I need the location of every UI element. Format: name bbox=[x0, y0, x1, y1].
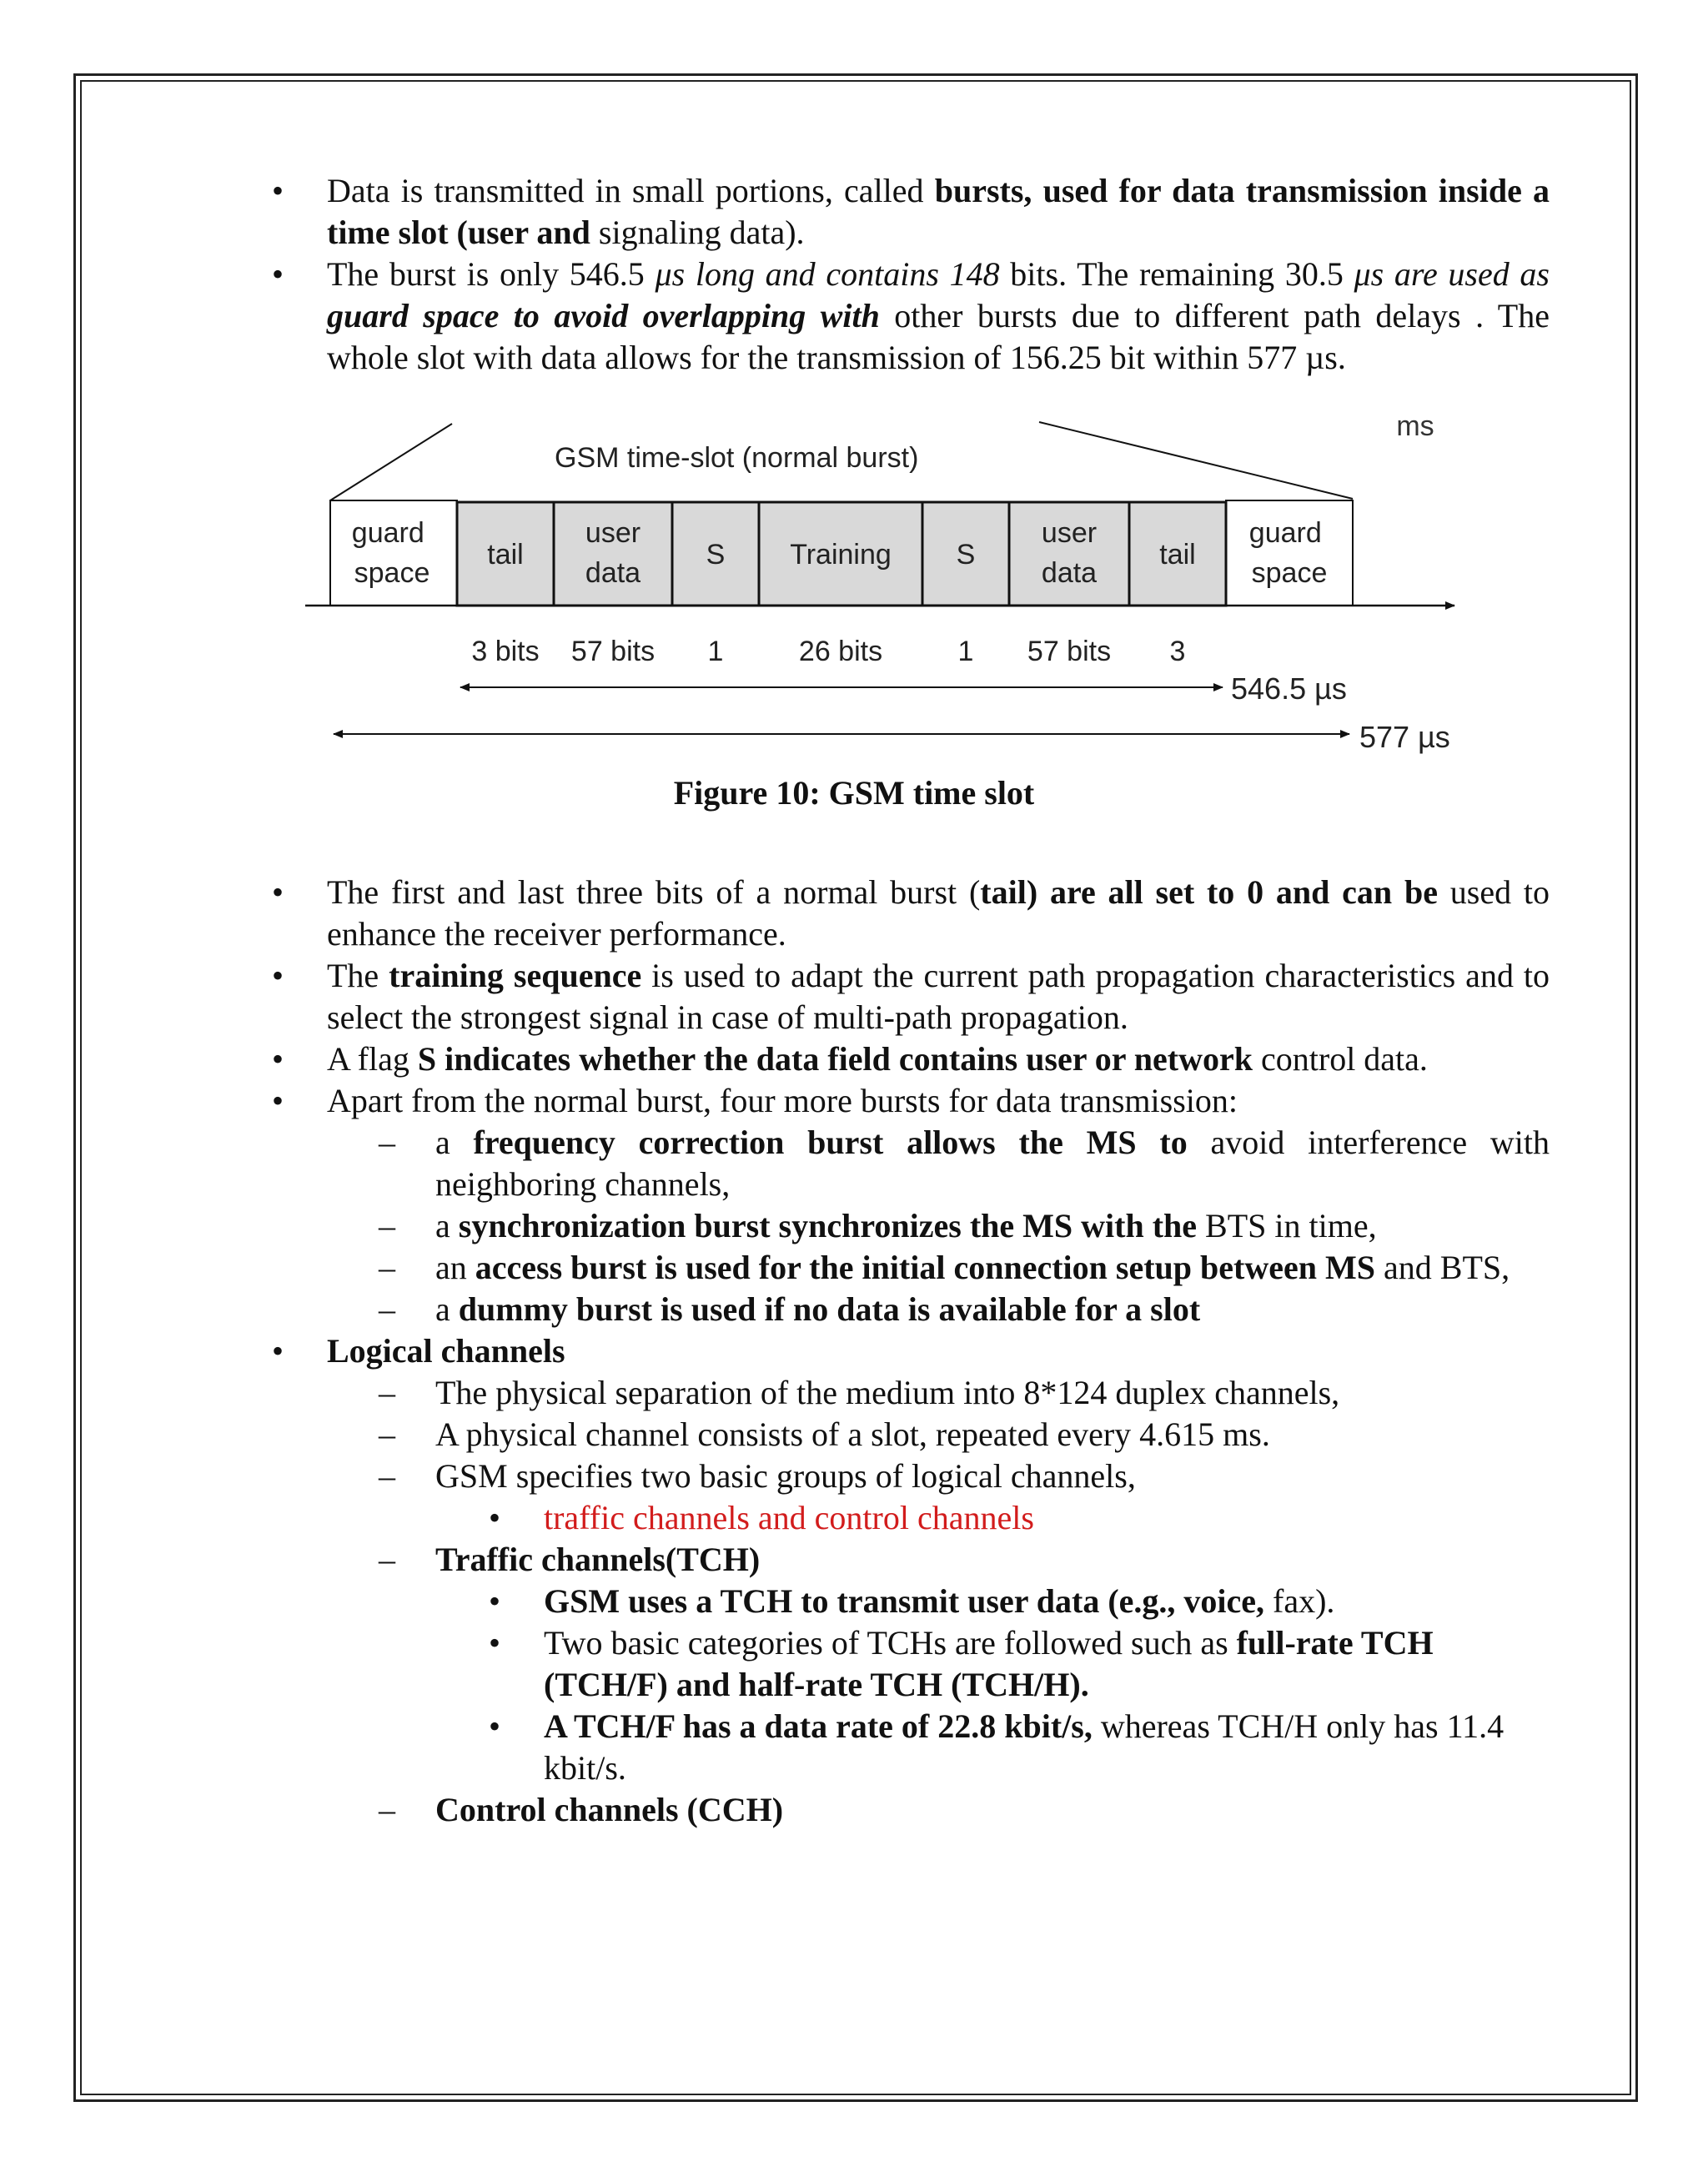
dash-marker: – bbox=[379, 1541, 395, 1578]
list-item: • The training sequence is used to adapt the current path propagation characteristics and to select the strongest signal in case of multi-path propagation. bbox=[272, 957, 1550, 1036]
bullet-marker: • bbox=[272, 255, 284, 293]
list-item: – GSM specifies two basic groups of logical channels, bbox=[0, 1456, 1708, 1497]
list-item: – The physical separation of the medium into 8*124 duplex channels, bbox=[0, 1372, 1708, 1414]
list-item: • Two basic categories of TCHs are followed such as full-rate TCH (TCH/F) and half-rate TCH (TCH/H). bbox=[489, 1624, 1434, 1703]
diagram-title: GSM time-slot (normal burst) bbox=[555, 442, 919, 474]
highlighted-text: traffic channels and control channels bbox=[544, 1499, 1034, 1536]
bullet-marker: • bbox=[489, 1707, 501, 1745]
dash-marker: – bbox=[379, 1415, 395, 1453]
list-item: – a dummy burst is used if no data is available for a slot bbox=[0, 1289, 1708, 1330]
bullet-marker: • bbox=[489, 1582, 501, 1620]
zoom-line-right bbox=[1039, 422, 1353, 499]
burst-field-label: S bbox=[956, 539, 976, 571]
dash-marker: – bbox=[379, 1290, 395, 1328]
dash-marker: – bbox=[379, 1124, 395, 1161]
list-item: • The first and last three bits of a normal burst (tail) are all set to 0 and can be used to enhance the receiver performance. bbox=[272, 873, 1550, 953]
burst-field-label: Training bbox=[790, 539, 892, 571]
dash-marker: – bbox=[379, 1374, 395, 1411]
bullet-marker: • bbox=[272, 1332, 284, 1370]
list-item: – an access burst is used for the initial connection setup between MS and BTS, bbox=[0, 1247, 1708, 1289]
burst-duration-label: 546.5 µs bbox=[1231, 671, 1347, 706]
bullet-marker: • bbox=[489, 1624, 501, 1662]
guard-space-right-label: guard space bbox=[1248, 517, 1328, 589]
body-bullet-list bbox=[0, 872, 1708, 1831]
bullet-marker: • bbox=[272, 1040, 284, 1078]
guard-space-left bbox=[330, 500, 457, 606]
list-item: • Apart from the normal burst, four more bursts for data transmission: bbox=[0, 1080, 1708, 1122]
dash-marker: – bbox=[379, 1457, 395, 1495]
figure-caption: Figure 10: GSM time slot bbox=[673, 774, 1035, 812]
list-item: – a synchronization burst synchronizes the MS with the BTS in time, bbox=[0, 1205, 1708, 1247]
list-item bbox=[0, 1330, 1708, 1372]
burst-field-bit-count: 3 bbox=[1169, 636, 1186, 667]
list-item: • Data is transmitted in small portions, called bursts, used for data transmission inside a time slot (user and signaling data). bbox=[272, 172, 1550, 251]
burst-field-bit-count: 1 bbox=[957, 636, 974, 667]
burst-field-bit-count: 3 bits bbox=[471, 636, 540, 667]
dash-marker: – bbox=[379, 1249, 395, 1286]
burst-fields bbox=[457, 502, 1226, 606]
bullet-marker: • bbox=[489, 1499, 501, 1536]
list-item: • A TCH/F has a data rate of 22.8 kbit/s, whereas TCH/H only has 11.4 kbit/s. bbox=[489, 1707, 1505, 1787]
slot-duration-label: 577 µs bbox=[1359, 720, 1450, 754]
gsm-timeslot-diagram bbox=[0, 0, 1708, 784]
burst-field-bit-count: 57 bits bbox=[1027, 636, 1112, 667]
guard-space-right bbox=[1226, 500, 1353, 606]
list-item: • A flag S indicates whether the data field contains user or network control data. bbox=[0, 1038, 1708, 1080]
list-item bbox=[0, 1497, 1708, 1539]
section-heading: Logical channels bbox=[327, 1332, 565, 1370]
burst-field-label: S bbox=[706, 539, 726, 571]
list-item: – a frequency correction burst allows the MS to avoid interference with neighboring channels, bbox=[379, 1124, 1550, 1203]
list-item: – Control channels (CCH) bbox=[0, 1789, 1708, 1831]
list-item: – A physical channel consists of a slot, repeated every 4.615 ms. bbox=[0, 1414, 1708, 1456]
burst-field-bit-count: 1 bbox=[707, 636, 724, 667]
corner-unit-label: ms bbox=[1396, 410, 1434, 442]
zoom-line-left bbox=[330, 424, 452, 500]
burst-field-label: tail bbox=[1159, 539, 1196, 571]
bullet-marker: • bbox=[272, 1082, 284, 1119]
burst-field-label: user data bbox=[585, 517, 641, 589]
bullet-marker: • bbox=[272, 957, 284, 994]
body-section bbox=[0, 872, 1708, 1831]
bullet-marker: • bbox=[272, 172, 284, 209]
burst-field-label: user data bbox=[1041, 517, 1098, 589]
burst-field-bit-count: 26 bits bbox=[798, 636, 883, 667]
burst-field-label: tail bbox=[487, 539, 524, 571]
guard-space-left-label: guard space bbox=[351, 517, 430, 589]
list-item: • The burst is only 546.5 μs long and contains 148 bits. The remaining 30.5 μs are used as guard space to avoid overlapping with other bursts due to different path delays . The whole slot with data allows for the transmission of 156.25 bit within 577 µs. bbox=[272, 255, 1550, 376]
dash-marker: – bbox=[379, 1791, 395, 1828]
list-item: – Traffic channels(TCH) bbox=[0, 1539, 1708, 1581]
list-item: • GSM uses a TCH to transmit user data (e.g., voice, fax). bbox=[0, 1581, 1708, 1622]
burst-bit-counts bbox=[471, 636, 1185, 667]
bullet-marker: • bbox=[272, 873, 284, 911]
burst-field-bit-count: 57 bits bbox=[570, 636, 656, 667]
dash-marker: – bbox=[379, 1207, 395, 1244]
